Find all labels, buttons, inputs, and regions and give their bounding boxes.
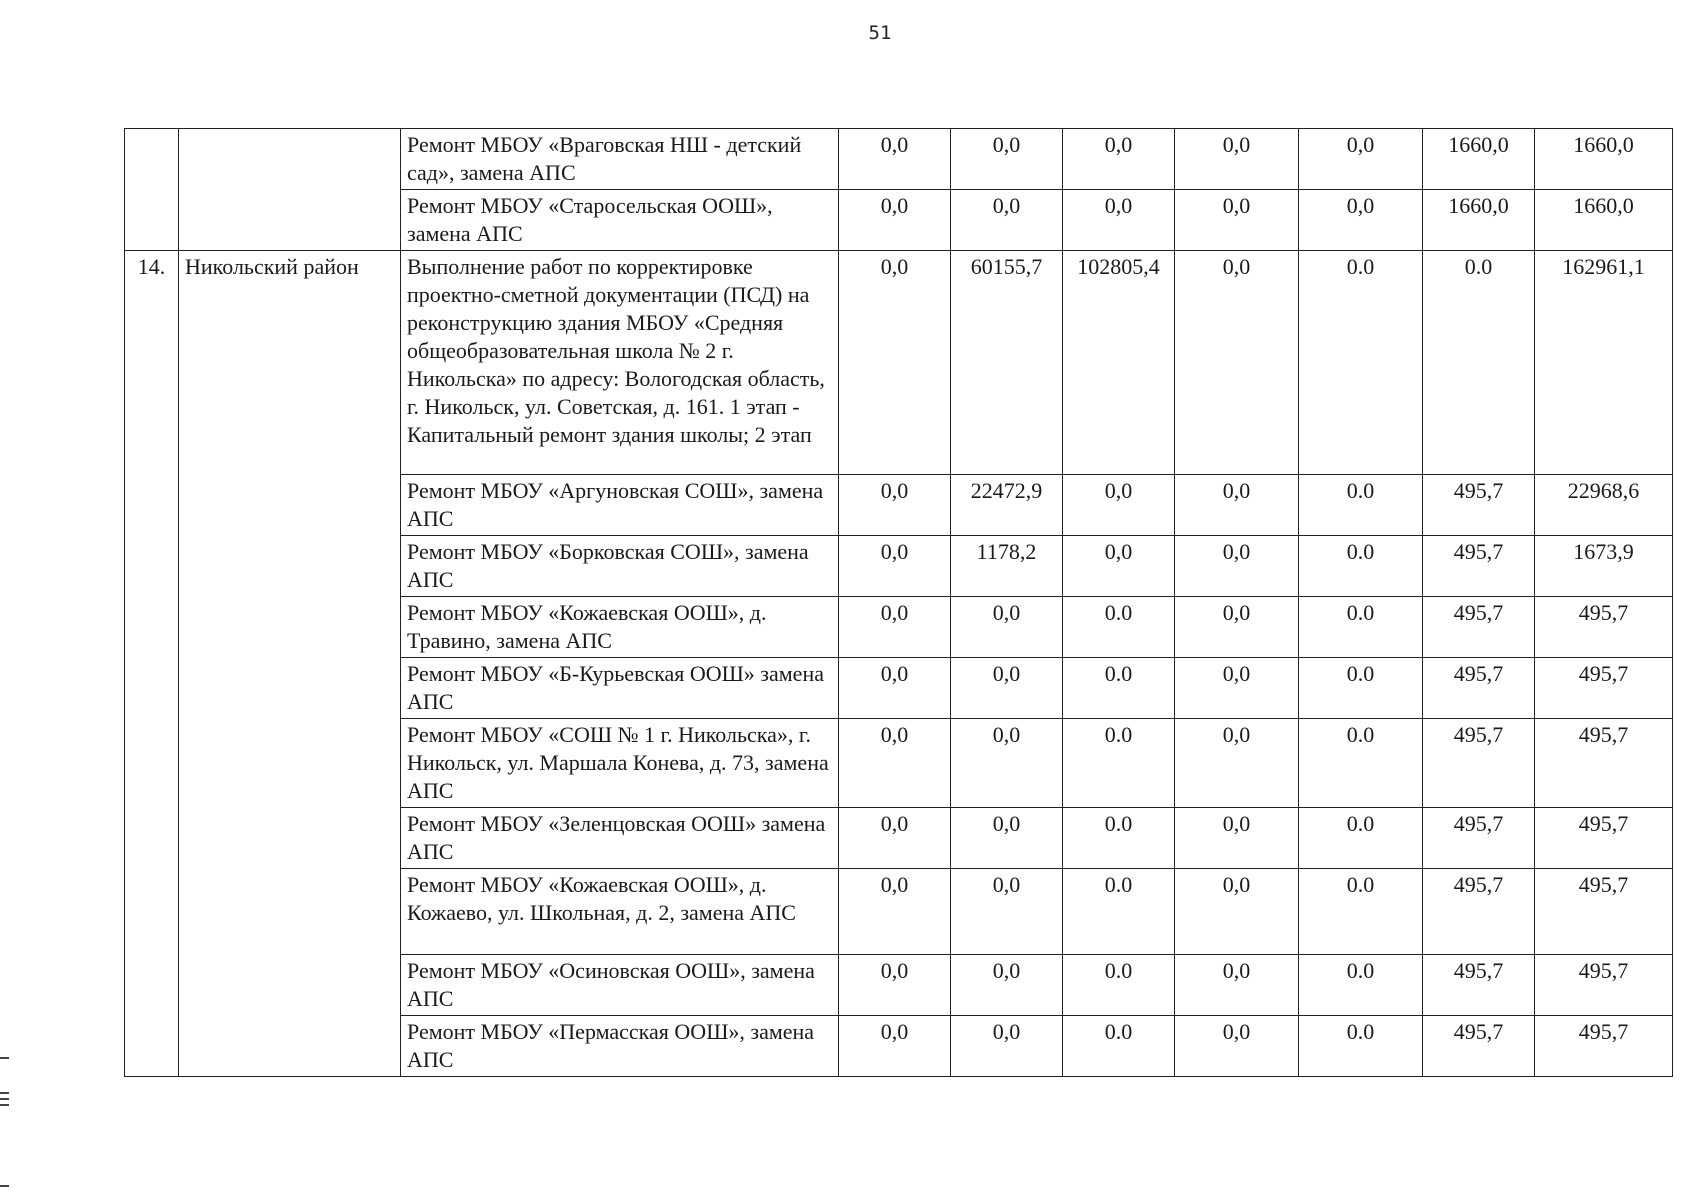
value-cell: 495,7: [1535, 719, 1673, 808]
value-cell: 0,0: [951, 1016, 1063, 1077]
value-cell: 495,7: [1423, 955, 1535, 1016]
value-cell: 495,7: [1423, 1016, 1535, 1077]
value-cell: 0,0: [1175, 597, 1299, 658]
description-cell: Ремонт МБОУ «Пермасская ООШ», замена АПС: [401, 1016, 839, 1077]
value-cell: 495,7: [1535, 597, 1673, 658]
value-cell: 0.0: [1063, 808, 1175, 869]
value-cell: 0,0: [1175, 808, 1299, 869]
value-cell: 22968,6: [1535, 475, 1673, 536]
value-cell: 1660,0: [1423, 190, 1535, 251]
value-cell: 495,7: [1535, 1016, 1673, 1077]
value-cell: 0.0: [1299, 1016, 1423, 1077]
scan-margin-mark: [0, 1104, 9, 1106]
value-cell: 495,7: [1535, 658, 1673, 719]
value-cell: 0,0: [839, 190, 951, 251]
value-cell: 0,0: [1175, 475, 1299, 536]
value-cell: 0.0: [1063, 658, 1175, 719]
value-cell: 0,0: [951, 129, 1063, 190]
description-cell: Ремонт МБОУ «СОШ № 1 г. Никольска», г. Никольск, ул. Маршала Конева, д. 73, замена АПС: [401, 719, 839, 808]
scan-margin-mark: [0, 1092, 9, 1094]
value-cell: 0,0: [1175, 1016, 1299, 1077]
value-cell: 495,7: [1423, 808, 1535, 869]
description-cell: Ремонт МБОУ «Осиновская ООШ», замена АПС: [401, 955, 839, 1016]
value-cell: 0,0: [1063, 129, 1175, 190]
value-cell: 0,0: [1175, 190, 1299, 251]
value-cell: 1660,0: [1535, 129, 1673, 190]
table-row: [125, 251, 1673, 475]
value-cell: 0.0: [1063, 719, 1175, 808]
description-cell: Ремонт МБОУ «Б-Курьевская ООШ» замена АПС: [401, 658, 839, 719]
value-cell: 0,0: [839, 536, 951, 597]
value-cell: 0,0: [1175, 129, 1299, 190]
scan-margin-mark: [0, 1098, 9, 1100]
value-cell: 0,0: [951, 658, 1063, 719]
value-cell: 0.0: [1063, 597, 1175, 658]
row-index-cell: 14.: [125, 251, 179, 1077]
description-cell: Ремонт МБОУ «Кожаевская ООШ», д. Травино, замена АПС: [401, 597, 839, 658]
description-cell: Ремонт МБОУ «Враговская НШ - детский сад», замена АПС: [401, 129, 839, 190]
value-cell: 0,0: [1175, 719, 1299, 808]
value-cell: 0,0: [1175, 955, 1299, 1016]
value-cell: 0,0: [839, 251, 951, 475]
value-cell: 0.0: [1299, 658, 1423, 719]
value-cell: 0.0: [1299, 251, 1423, 475]
description-cell: Ремонт МБОУ «Зеленцовская ООШ» замена АПС: [401, 808, 839, 869]
value-cell: 495,7: [1535, 869, 1673, 955]
value-cell: 162961,1: [1535, 251, 1673, 475]
value-cell: 0.0: [1299, 869, 1423, 955]
budget-table: [124, 128, 1673, 1077]
description-cell: Ремонт МБОУ «Кожаевская ООШ», д. Кожаево, ул. Школьная, д. 2, замена АПС: [401, 869, 839, 955]
value-cell: 1660,0: [1535, 190, 1673, 251]
value-cell: 495,7: [1423, 719, 1535, 808]
value-cell: 0.0: [1423, 251, 1535, 475]
value-cell: 0.0: [1063, 955, 1175, 1016]
value-cell: 60155,7: [951, 251, 1063, 475]
value-cell: 495,7: [1423, 869, 1535, 955]
value-cell: 0,0: [951, 869, 1063, 955]
description-cell: Ремонт МБОУ «Старосельская ООШ», замена АПС: [401, 190, 839, 251]
value-cell: 0,0: [1063, 536, 1175, 597]
value-cell: 0,0: [839, 597, 951, 658]
value-cell: 0,0: [951, 190, 1063, 251]
value-cell: 495,7: [1423, 658, 1535, 719]
description-cell: Ремонт МБОУ «Борковская СОШ», замена АПС: [401, 536, 839, 597]
value-cell: 0,0: [951, 719, 1063, 808]
page-number: 51: [868, 22, 892, 44]
value-cell: 0,0: [1063, 190, 1175, 251]
value-cell: 0,0: [951, 597, 1063, 658]
value-cell: 495,7: [1535, 808, 1673, 869]
district-cell: [179, 129, 401, 251]
value-cell: 0,0: [951, 808, 1063, 869]
value-cell: 0.0: [1299, 808, 1423, 869]
district-cell: Никольский район: [179, 251, 401, 1077]
value-cell: 1178,2: [951, 536, 1063, 597]
value-cell: 0,0: [839, 955, 951, 1016]
value-cell: 0.0: [1299, 597, 1423, 658]
value-cell: 0,0: [1175, 658, 1299, 719]
value-cell: 102805,4: [1063, 251, 1175, 475]
row-index-cell: [125, 129, 179, 251]
value-cell: 495,7: [1423, 536, 1535, 597]
value-cell: 22472,9: [951, 475, 1063, 536]
value-cell: 0,0: [839, 808, 951, 869]
value-cell: 0,0: [839, 475, 951, 536]
value-cell: 0,0: [1175, 869, 1299, 955]
value-cell: 1660,0: [1423, 129, 1535, 190]
value-cell: 1673,9: [1535, 536, 1673, 597]
table-body: [125, 129, 1673, 1077]
value-cell: 0.0: [1299, 719, 1423, 808]
value-cell: 0,0: [839, 1016, 951, 1077]
value-cell: 0,0: [1175, 251, 1299, 475]
value-cell: 0,0: [1299, 190, 1423, 251]
scan-margin-mark: [0, 1057, 9, 1059]
value-cell: 0,0: [839, 658, 951, 719]
value-cell: 0,0: [839, 129, 951, 190]
value-cell: 495,7: [1423, 475, 1535, 536]
value-cell: 0,0: [1175, 536, 1299, 597]
value-cell: 495,7: [1535, 955, 1673, 1016]
value-cell: 0.0: [1063, 869, 1175, 955]
value-cell: 0,0: [839, 869, 951, 955]
value-cell: 0.0: [1299, 475, 1423, 536]
value-cell: 0,0: [839, 719, 951, 808]
value-cell: 0,0: [1299, 129, 1423, 190]
description-cell: Ремонт МБОУ «Аргуновская СОШ», замена АПС: [401, 475, 839, 536]
value-cell: 0,0: [951, 955, 1063, 1016]
value-cell: 0,0: [1063, 475, 1175, 536]
table-row: [125, 129, 1673, 190]
scan-margin-mark: [0, 1185, 9, 1187]
description-cell: Выполнение работ по корректировке проектно-сметной документации (ПСД) на реконструкцию здания МБОУ «Средняя общеобразовательная школа № 2 г. Никольска» по адресу: Вологодская область, г. Никольск, ул. Советская, д. 161. 1 этап - Капитальный ремонт здания школы; 2 этап: [401, 251, 839, 475]
value-cell: 0.0: [1299, 536, 1423, 597]
value-cell: 0.0: [1063, 1016, 1175, 1077]
value-cell: 495,7: [1423, 597, 1535, 658]
value-cell: 0.0: [1299, 955, 1423, 1016]
